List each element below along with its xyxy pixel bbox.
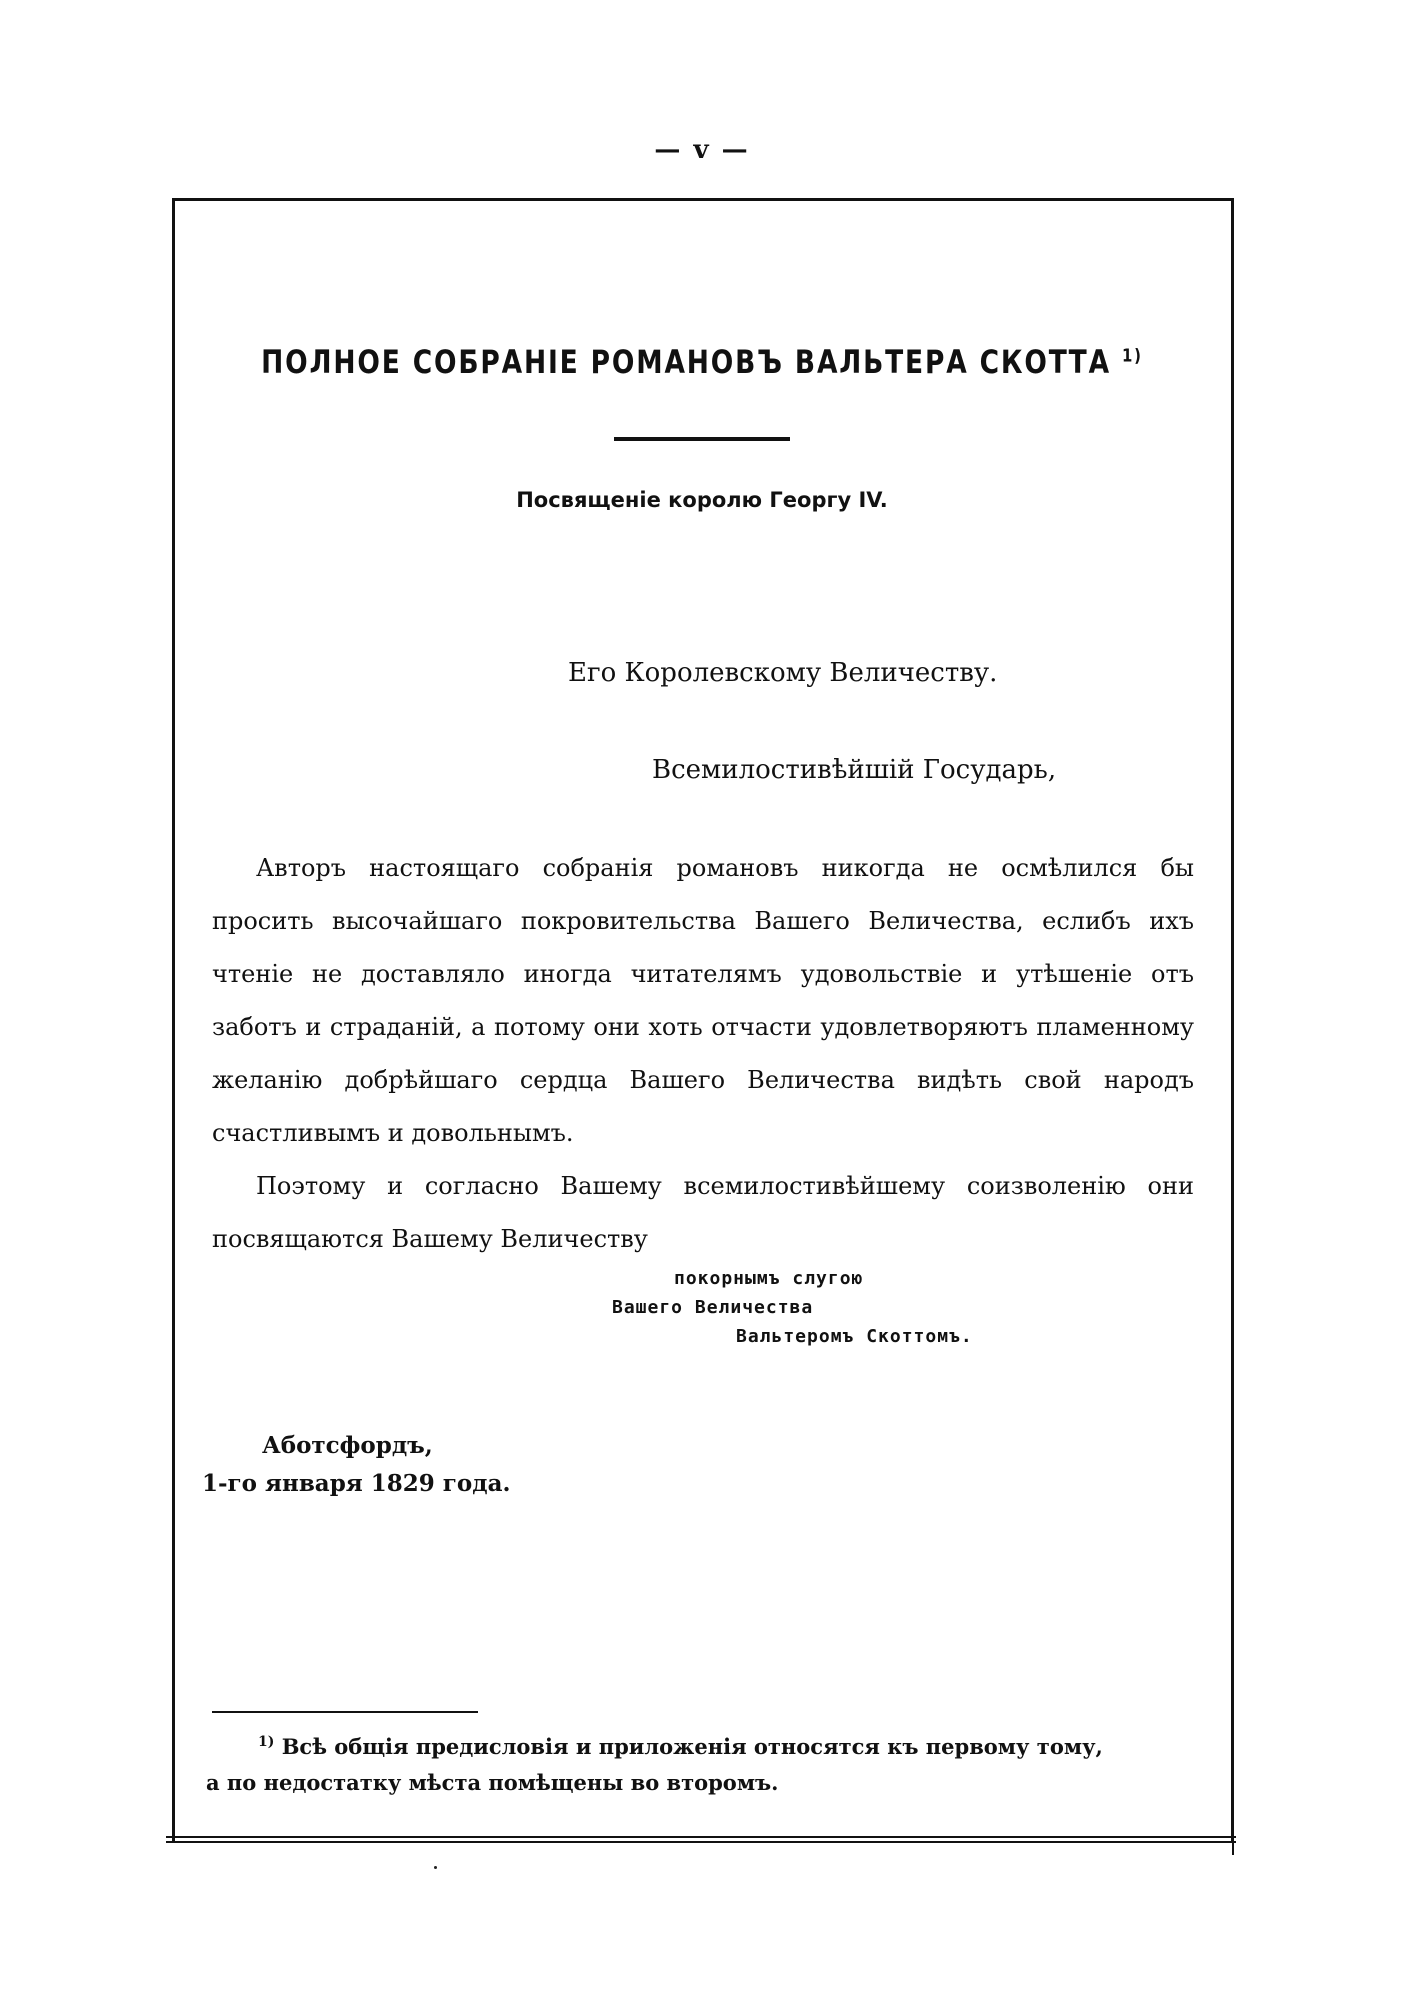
- title-text: ПОЛНОЕ СОБРАНІЕ РОМАНОВЪ ВАЛЬТЕРА СКОТТА: [261, 343, 1111, 381]
- frame-right-edge: [1232, 205, 1234, 1855]
- page-number: — v —: [654, 135, 750, 165]
- body-paragraph: Авторъ настоящаго собранія романовъ никогда не осмѣлился бы просить высочайшаго покровительства Вашего Величества, еслибъ ихъ чтеніе не доставляло иногда читателямъ удовольствіе и утѣшеніе отъ заботъ и страданій, а потому они хоть отчасти удовлетворяютъ пламенному желанію добрѣйшаго сердца Вашего Величества видѣть свой народъ счастливымъ и довольнымъ.: [212, 854, 1194, 1147]
- signature-line: Вашего Величества: [612, 1297, 814, 1318]
- dedication-body: [212, 842, 1194, 1266]
- signature-line: покорнымъ слугою: [674, 1268, 864, 1289]
- signature-name: Вальтеромъ Скоттомъ.: [736, 1326, 973, 1347]
- frame-bottom-rule: [166, 1836, 1236, 1843]
- page-title: [56, 343, 1348, 381]
- footnote: [206, 1724, 1190, 1801]
- dedication-heading: Посвященіе королю Георгу IV.: [516, 488, 888, 512]
- dedication-address: Его Королевскому Величеству.: [568, 658, 998, 688]
- dedication-salutation: Всемилостивѣйшій Государь,: [652, 755, 1057, 785]
- print-speck: [434, 1866, 437, 1869]
- body-paragraph: Поэтому и согласно Вашему всемилостивѣйшему соизволенію они посвящаются Вашему Величеству: [212, 1172, 1194, 1253]
- place-of-writing: Аботсфордъ,: [262, 1432, 433, 1459]
- date-of-writing: 1-го января 1829 года.: [202, 1470, 511, 1497]
- title-footnote-ref[interactable]: 1): [1121, 345, 1143, 367]
- title-divider: [614, 437, 790, 441]
- footnote-text: Всѣ общія предисловія и приложенія относятся къ первому тому,: [281, 1734, 1103, 1759]
- footnote-marker: 1): [258, 1734, 275, 1750]
- footnote-divider: [212, 1711, 478, 1713]
- footnote-text: а по недостатку мѣста помѣщены во второмъ.: [206, 1770, 779, 1795]
